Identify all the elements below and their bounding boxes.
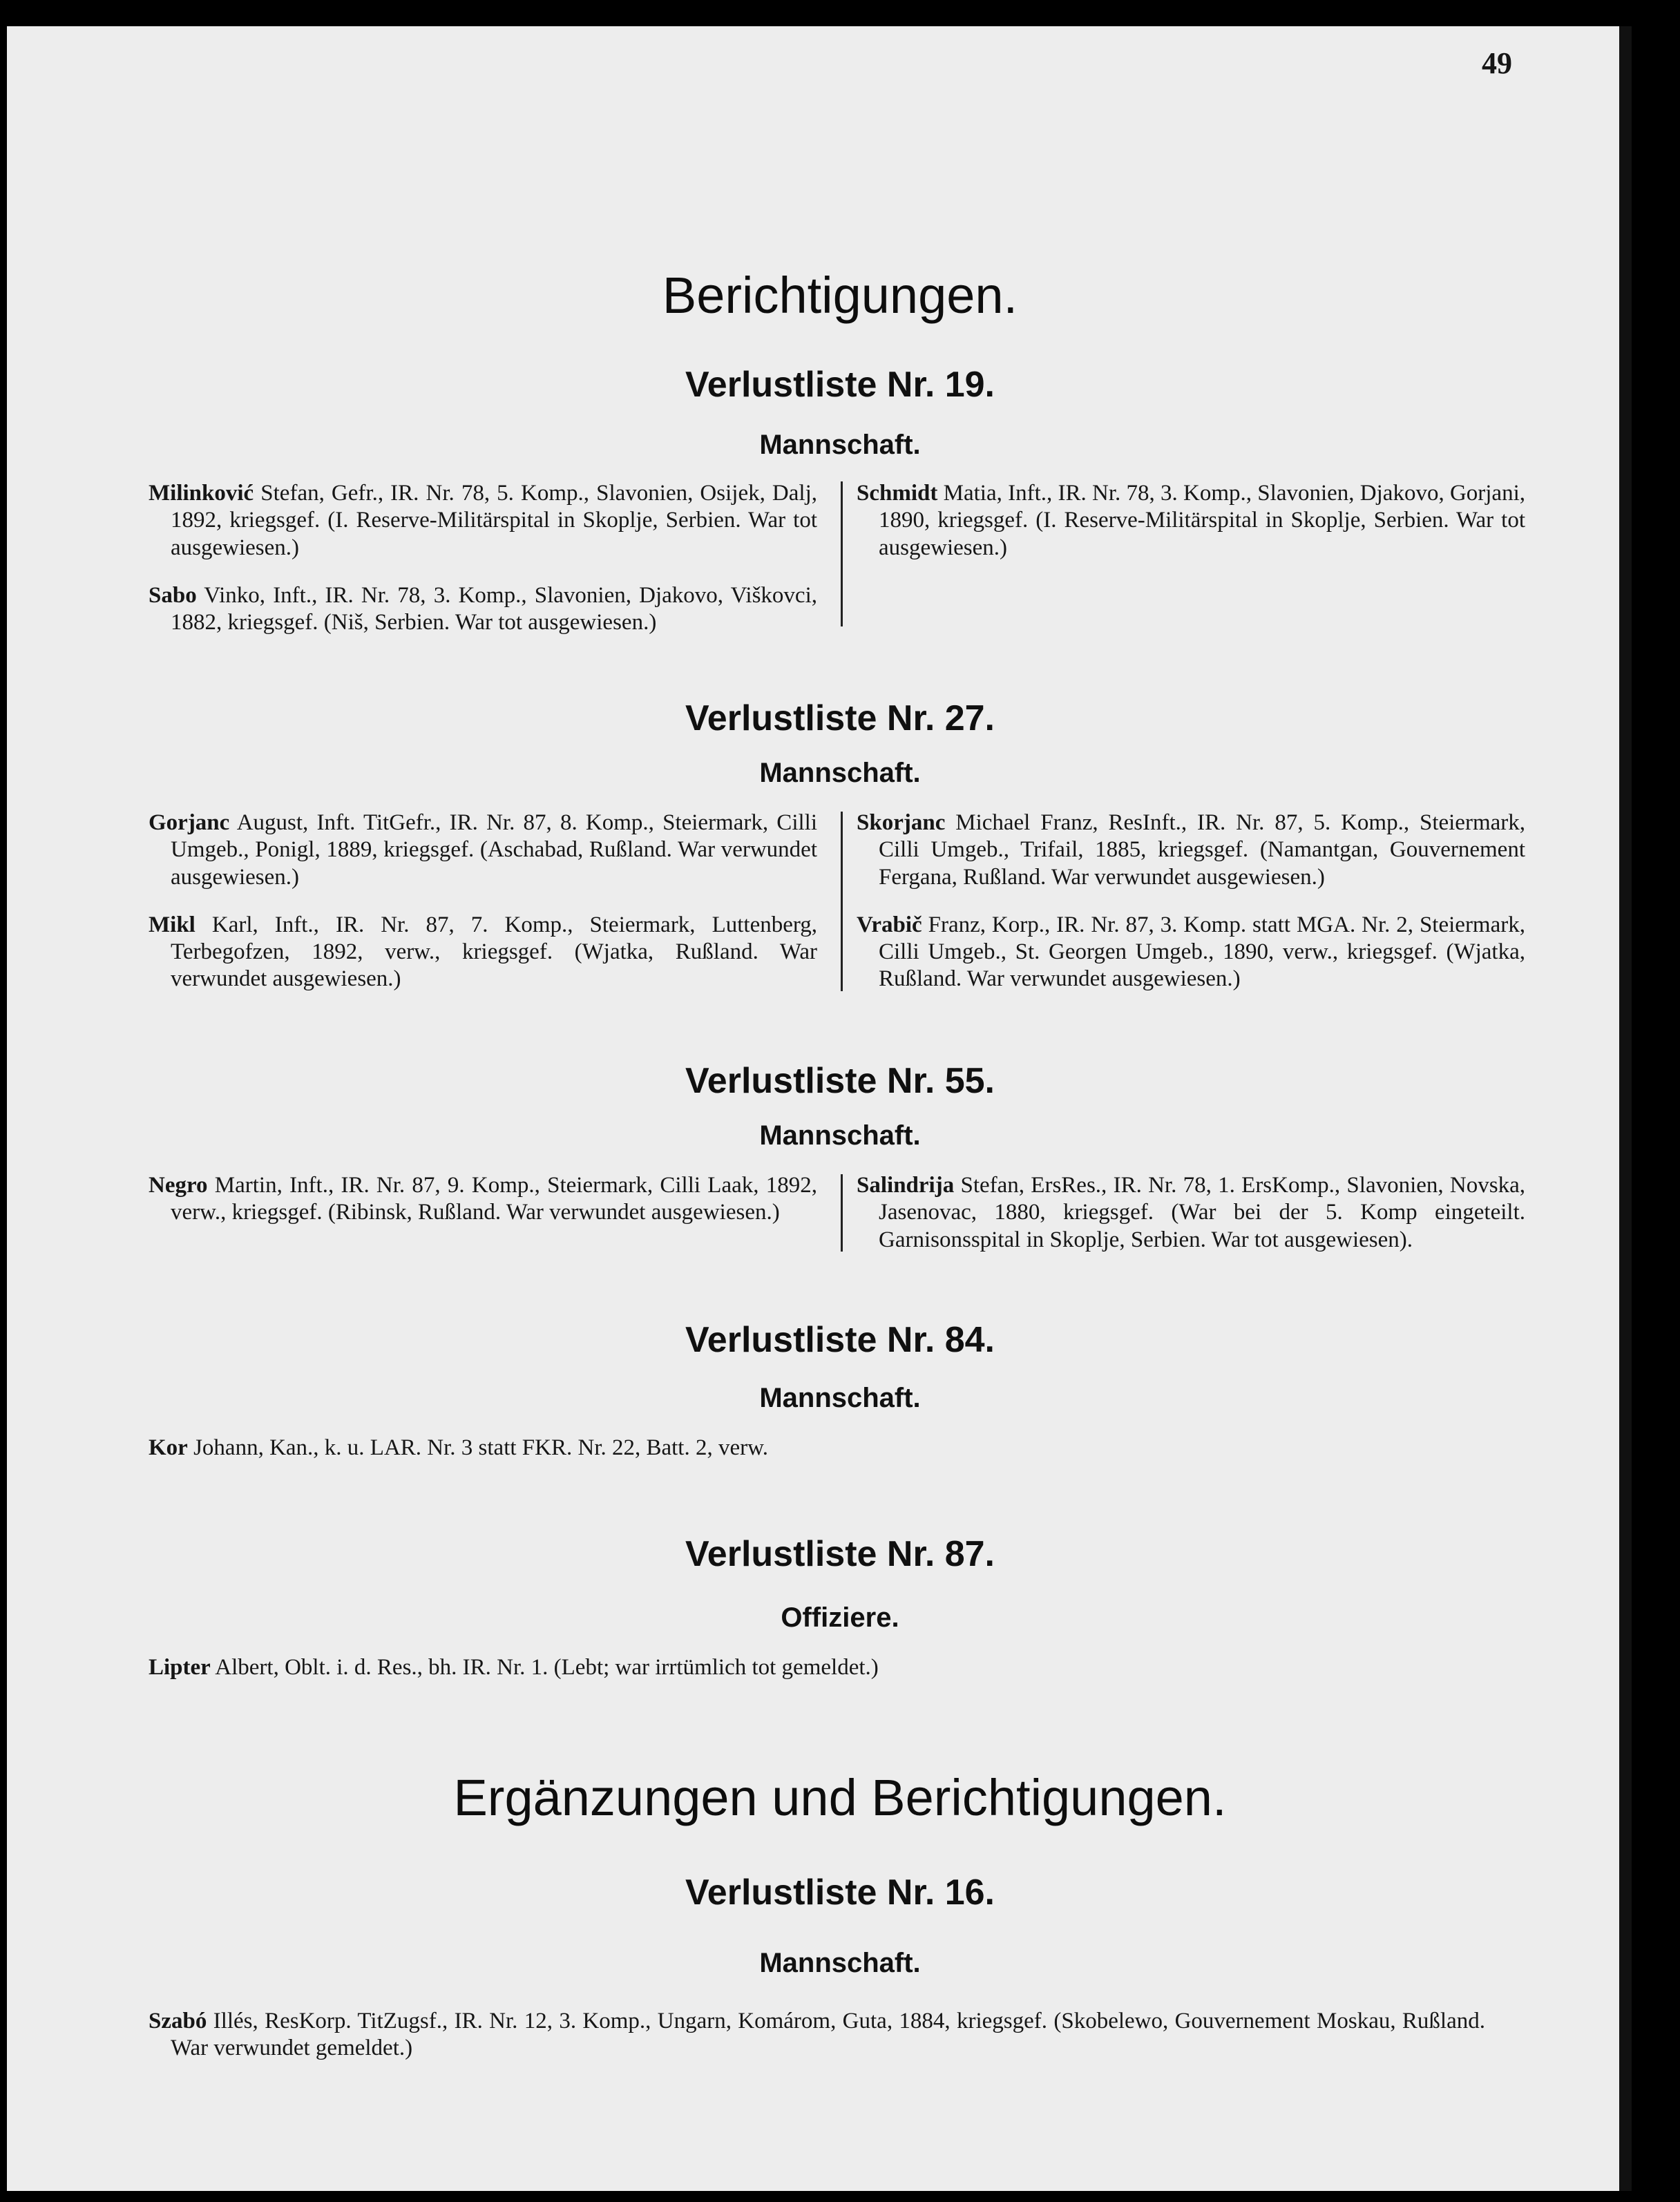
- page-edge-shadow: [1619, 26, 1632, 2191]
- list-item: [149, 582, 817, 637]
- entry-text: August, Inft. TitGefr., IR. Nr. 87, 8. Komp., Steiermark, Cilli Umgeb., Ponigl, 1889, kriegsgef. (Aschabad, Rußland. War verwundet ausgewiesen.): [171, 810, 817, 890]
- list-item: [149, 1172, 817, 1227]
- entry-text: Martin, Inft., IR. Nr. 87, 9. Komp., Steiermark, Cilli Laak, 1892, verw., kriegsgef. (Ribinsk, Rußland. War verwundet ausgewiesen.): [171, 1173, 817, 1225]
- entry-name: Schmidt: [857, 481, 938, 506]
- list-item: [149, 810, 817, 891]
- entry-text: Matia, Inft., IR. Nr. 78, 3. Komp., Slavonien, Djakovo, Gorjani, 1890, kriegsgef. (I. Reserve-Militärspital in Skoplje, Serbien. War tot ausgewiesen.): [879, 481, 1526, 560]
- full-width-entry: [149, 1654, 1485, 1681]
- entry-name: Sabo: [149, 582, 197, 608]
- list-item: [149, 480, 817, 562]
- left-column: [149, 810, 817, 1014]
- section-subheading: Offiziere.: [781, 1602, 899, 1633]
- entry-name: Vrabič: [857, 912, 922, 937]
- page-title: Berichtigungen.: [662, 267, 1018, 324]
- full-width-entry: [149, 2008, 1485, 2062]
- document-page: [7, 26, 1632, 2191]
- list-item: [857, 912, 1525, 993]
- entry-text: Michael Franz, ResInft., IR. Nr. 87, 5. Komp., Steiermark, Cilli Umgeb., Trifail, 1885, kriegsgef. (Namantgan, Gouvernement Fergana, Rußland. War verwundet ausgewiesen.): [879, 810, 1525, 890]
- column-divider: [841, 1174, 843, 1252]
- entry-text: Albert, Oblt. i. d. Res., bh. IR. Nr. 1. (Lebt; war irrtümlich tot gemeldet.): [215, 1655, 879, 1680]
- entry-text: Stefan, ErsRes., IR. Nr. 78, 1. ErsKomp., Slavonien, Novska, Jasenovac, 1880, kriegsgef. (War bei der 5. Komp eingeteilt. Garnisonsspital in Skoplje, Serbien. War tot ausgewiesen).: [879, 1173, 1526, 1252]
- full-width-entry: [149, 1435, 1485, 1462]
- entry-name: Mikl: [149, 912, 195, 937]
- section-subheading: Mannschaft.: [759, 1383, 921, 1413]
- entry-text: Stefan, Gefr., IR. Nr. 78, 5. Komp., Slavonien, Osijek, Dalj, 1892, kriegsgef. (I. Reserve-Militärspital in Skoplje, Serbien. War tot ausgewiesen.): [171, 481, 817, 560]
- section-heading: Verlustliste Nr. 16.: [685, 1873, 995, 1913]
- list-item: [857, 1172, 1525, 1254]
- entry-name: Kor: [149, 1435, 188, 1460]
- entry-text: Vinko, Inft., IR. Nr. 78, 3. Komp., Slavonien, Djakovo, Viškovci, 1882, kriegsgef. (Niš, Serbien. War tot ausgewiesen.): [171, 582, 817, 635]
- section-heading: Verlustliste Nr. 55.: [685, 1061, 995, 1101]
- entry-name: Szabó: [149, 2009, 207, 2033]
- page-number: 49: [1482, 46, 1512, 80]
- entry-text: Franz, Korp., IR. Nr. 87, 3. Komp. statt MGA. Nr. 2, Steiermark, Cilli Umgeb., St. Georgen Umgeb., 1890, verw., kriegsgef. (Wjatka, Rußland. War verwundet ausgewiesen.): [879, 912, 1525, 992]
- entry-name: Gorjanc: [149, 810, 230, 835]
- entry-name: Skorjanc: [857, 810, 946, 835]
- entry-name: Negro: [149, 1173, 208, 1198]
- entry-name: Milinković: [149, 481, 254, 506]
- section-heading: Verlustliste Nr. 19.: [685, 365, 995, 405]
- left-column: [149, 480, 817, 657]
- left-column: [149, 1172, 817, 1247]
- entry-name: Lipter: [149, 1655, 211, 1680]
- section-heading: Verlustliste Nr. 27.: [685, 698, 995, 738]
- right-column: [857, 810, 1525, 1014]
- section-subheading: Mannschaft.: [759, 1948, 921, 1978]
- list-item: [149, 2008, 1485, 2062]
- list-item: [149, 912, 817, 993]
- right-column: [857, 480, 1525, 582]
- entry-text: Karl, Inft., IR. Nr. 87, 7. Komp., Steiermark, Luttenberg, Terbegofzen, 1892, verw., kriegsgef. (Wjatka, Rußland. War verwundet ausgewiesen.): [171, 912, 818, 992]
- page-title-2: Ergänzungen und Berichtigungen.: [453, 1769, 1227, 1826]
- right-column: [857, 1172, 1525, 1274]
- column-divider: [841, 812, 843, 991]
- section-heading: Verlustliste Nr. 87.: [685, 1534, 995, 1574]
- list-item: [857, 810, 1525, 891]
- column-divider: [841, 481, 843, 626]
- section-subheading: Mannschaft.: [759, 430, 921, 460]
- section-subheading: Mannschaft.: [759, 758, 921, 788]
- section-subheading: Mannschaft.: [759, 1120, 921, 1151]
- list-item: [857, 480, 1525, 562]
- entry-name: Salindrija: [857, 1173, 955, 1198]
- entry-text: Illés, ResKorp. TitZugsf., IR. Nr. 12, 3. Komp., Ungarn, Komárom, Guta, 1884, kriegsgef. (Skobelewo, Gouvernement Moskau, Rußland. War verwundet gemeldet.): [171, 2009, 1486, 2061]
- section-heading: Verlustliste Nr. 84.: [685, 1320, 995, 1360]
- list-item: [149, 1654, 1485, 1681]
- list-item: [149, 1435, 1485, 1462]
- entry-text: Johann, Kan., k. u. LAR. Nr. 3 statt FKR. Nr. 22, Batt. 2, verw.: [193, 1435, 769, 1460]
